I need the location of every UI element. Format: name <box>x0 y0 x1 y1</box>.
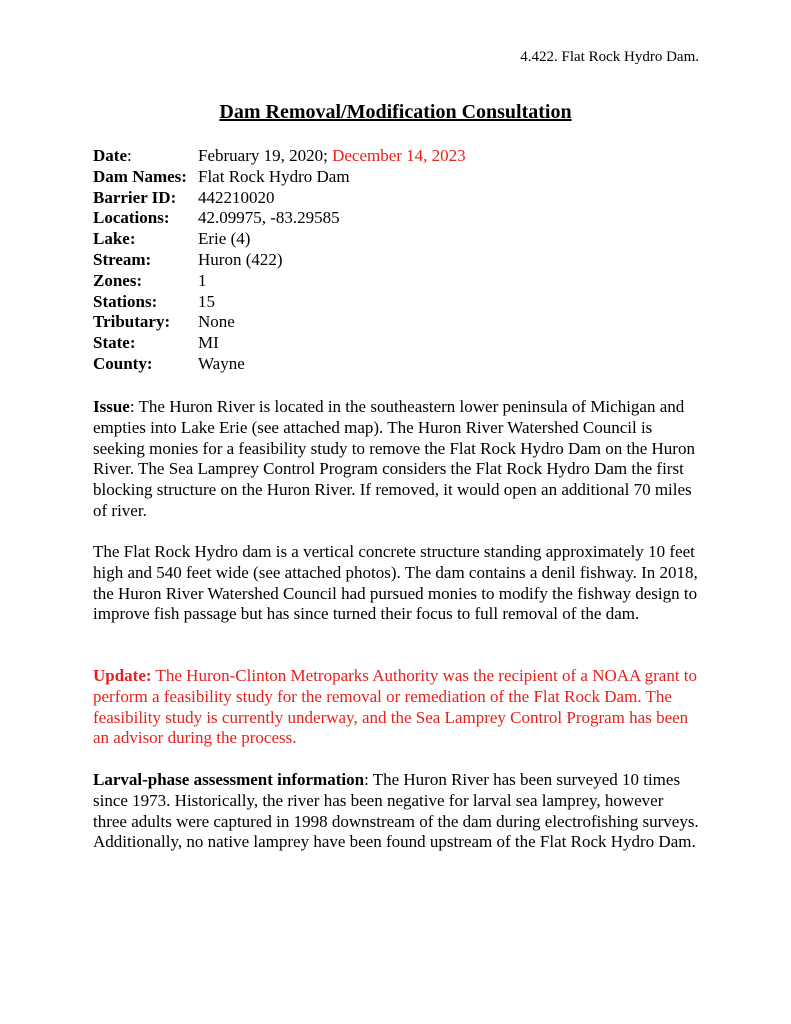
document-title: Dam Removal/Modification Consultation <box>219 101 572 123</box>
field-value-barrier-id: 442210020 <box>198 187 275 207</box>
field-state <box>93 333 466 354</box>
field-label-county: County: <box>93 353 153 373</box>
issue-paragraph <box>93 397 699 522</box>
field-value-state: MI <box>198 333 219 353</box>
field-barrier-id <box>93 188 466 209</box>
field-date <box>93 146 466 167</box>
update-label: Update: <box>93 666 152 685</box>
field-locations <box>93 208 466 229</box>
field-label-dam-names: Dam Names: <box>93 166 187 186</box>
field-label-stations: Stations: <box>93 291 158 311</box>
field-label-date: Date: <box>93 146 132 165</box>
update-text: The Huron-Clinton Metroparks Authority was the recipient of a NOAA grant to perform a feasibility study for the removal or remediation of the Flat Rock Dam. The feasibility study is currently underway, and the Sea Lamprey Control Program has been an advisor during the process. <box>93 666 698 748</box>
field-value-date: February 19, 2020; December 14, 2023 <box>198 146 466 165</box>
update-paragraph <box>93 666 699 749</box>
field-value-lake: Erie (4) <box>198 229 251 249</box>
field-value-locations: 42.09975, -83.29585 <box>198 208 340 228</box>
larval-text: : The Huron River has been surveyed 10 times since 1973. Historically, the river has been negative for larval sea lamprey, however three adults were captured in 1998 downstream of the dam during electrofishing surveys. Additionally, no native lamprey have been found upstream of the Flat Rock Hydro Dam. <box>93 770 699 852</box>
field-label-locations: Locations: <box>93 208 170 228</box>
larval-assessment-paragraph <box>93 770 699 853</box>
field-lake <box>93 229 466 250</box>
field-dam-names <box>93 167 466 188</box>
dam-description-paragraph: The Flat Rock Hydro dam is a vertical concrete structure standing approximately 10 feet high and 540 feet wide (see attached photos). The dam contains a denil fishway. In 2018, the Huron River Watershed Council had pursued monies to modify the fishway design to improve fish passage but has since turned their focus to full removal of the dam. <box>93 542 698 624</box>
field-label-barrier-id: Barrier ID: <box>93 187 177 207</box>
field-value-county: Wayne <box>198 353 245 373</box>
field-value-stream: Huron (422) <box>198 249 283 269</box>
updated-date: December 14, 2023 <box>332 146 466 165</box>
dam-info-fields <box>93 146 466 375</box>
field-label-tributary: Tributary: <box>93 312 171 332</box>
field-value-tributary: None <box>198 312 235 332</box>
larval-label: Larval-phase assessment information <box>93 770 365 789</box>
field-label-lake: Lake: <box>93 229 136 249</box>
field-value-dam-names: Flat Rock Hydro Dam <box>198 166 350 186</box>
field-tributary <box>93 312 466 333</box>
field-label-zones: Zones: <box>93 270 143 290</box>
issue-text: : The Huron River is located in the southeastern lower peninsula of Michigan and empties into Lake Erie (see attached map). The Huron River Watershed Council is seeking monies for a feasibility study to remove the Flat Rock Hydro Dam on the Huron River. The Sea Lamprey Control Program considers the Flat Rock Hydro Dam the first blocking structure on the Huron River. If removed, it would open an additional 70 miles of river. <box>93 397 695 520</box>
field-county <box>93 354 466 375</box>
document-reference: 4.422. Flat Rock Hydro Dam. <box>520 49 699 65</box>
field-value-zones: 1 <box>198 270 207 290</box>
field-label-stream: Stream: <box>93 249 152 269</box>
field-value-stations: 15 <box>198 291 215 311</box>
issue-label: Issue <box>93 397 130 416</box>
field-stream <box>93 250 466 271</box>
field-zones <box>93 271 466 292</box>
field-stations <box>93 292 466 313</box>
field-label-state: State: <box>93 333 136 353</box>
